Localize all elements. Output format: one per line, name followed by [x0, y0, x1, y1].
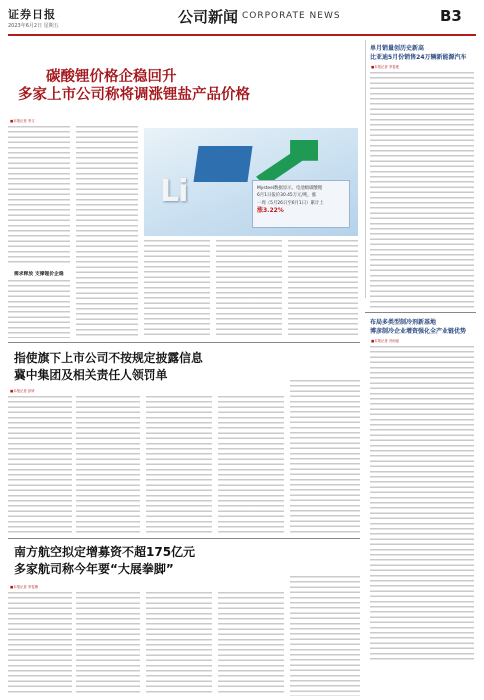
article-body-column [8, 126, 70, 266]
story3-byline: ■本报记者 李雯珊 [10, 585, 39, 589]
divider [365, 312, 476, 313]
main-byline: ■本报记者 李文 [10, 119, 35, 123]
article-body-column [76, 126, 138, 338]
main-headline [18, 68, 358, 104]
lithium-photo [144, 128, 358, 236]
article-body-column [288, 240, 358, 338]
article-body-column [370, 346, 474, 662]
article-body-column [370, 72, 474, 310]
header-rule [8, 34, 476, 36]
side-headline-2: 布局多类型制冷剂新基地 博彦制冷企业增资强化全产业链优势 [370, 319, 467, 335]
photo-lettering: Li [160, 174, 188, 209]
page-header [0, 0, 484, 38]
article-body-column [218, 396, 284, 534]
article-body-column [146, 396, 212, 534]
article-body-column [290, 576, 360, 696]
divider [8, 538, 360, 539]
main-headline-line: 碳酸锂价格企稳回升 [46, 69, 177, 85]
article-body-column [8, 396, 72, 534]
page-number: B3 [440, 7, 462, 25]
side-headline: 单月销量创历史新高 比亚迪5月份销售24万辆新能源汽车 [370, 45, 467, 61]
masthead: 证券日报 [8, 8, 56, 21]
section-title: 公司新闻 [178, 8, 239, 26]
article-body-column [8, 280, 70, 338]
article-body-column [216, 240, 282, 338]
article-body-column [76, 592, 140, 696]
article-body-column [146, 592, 212, 696]
main-headline-line: 多家上市公司称将调涨锂盐产品价格 [18, 87, 250, 103]
photo-caption: Mysteel数据显示，电池级碳酸锂 6月1日报价30.45万元/吨，涨 一周（5月26日至6月1日）累计上 涨3.22% [252, 180, 350, 228]
side-byline-2: ■本报记者 冯雨瑶 [371, 339, 400, 343]
article-body-column [218, 592, 284, 696]
photo-sign-shape [193, 146, 252, 182]
divider [8, 342, 360, 343]
story2-headline: 指使旗下上市公司不按规定披露信息 冀中集团及相关责任人领罚单 [14, 351, 203, 382]
article-body-column [8, 592, 72, 696]
story3-headline: 南方航空拟定增募资不超175亿元 多家航司称今年要“大展拳脚” [14, 545, 196, 576]
main-subhead: 需求释放 支撑锂价企稳 [14, 272, 64, 277]
article-body-column [144, 240, 210, 338]
issue-date: 2023年6月2日 星期五 [8, 23, 59, 29]
article-body-column [290, 380, 360, 534]
side-byline: ■本报记者 李春莲 [371, 65, 400, 69]
story2-byline: ■本报记者 彭妍 [10, 389, 35, 393]
article-body-column [76, 396, 140, 534]
section-title-en: CORPORATE NEWS [242, 11, 341, 21]
